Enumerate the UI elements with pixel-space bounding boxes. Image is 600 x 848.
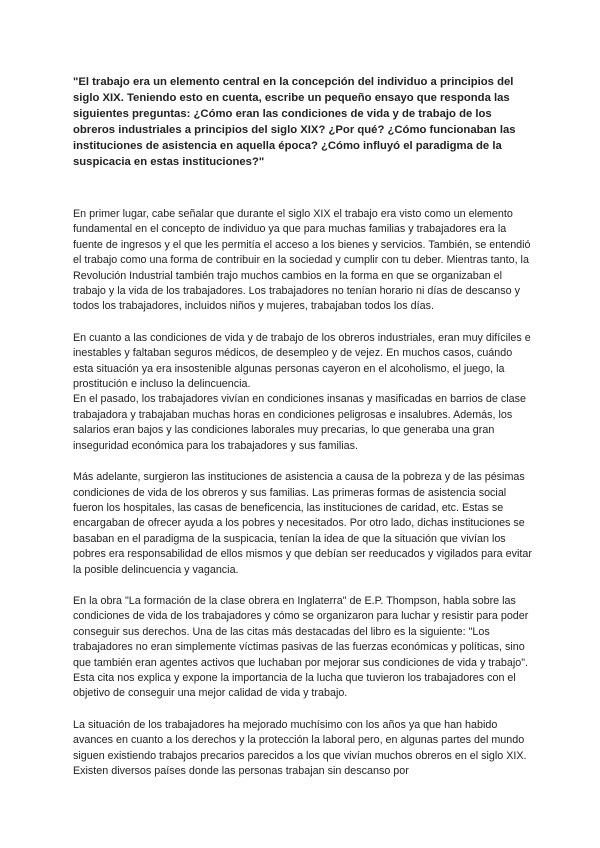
essay-prompt: "El trabajo era un elemento central en la concepción del individuo a principios del siglo XIX. Teniendo esto en cuenta, escribe un pequeño ensayo que responda las siguientes preguntas: ¿Cómo eran las condiciones de vida y de trabajo de los obreros industriales a principios del siglo XIX? ¿Por qué? ¿Cómo funcionaban las instituciones de asistencia en aquella época? ¿Cómo influyó el paradigma de la suspicacia en estas instituciones?" <box>73 76 516 168</box>
paragraph-intro: En primer lugar, cabe señalar que durante el siglo XIX el trabajo era visto como un elemento fundamental en el concepto de individuo ya que para muchas familias y trabajadores era la fuente de ingresos y el que les permitía el acceso a los bienes y servicios. También, se entendió el trabajo como una forma de contribuir en la sociedad y cumplir con tu deber. Mientras tanto, la Revolución Industrial también trajo muchos cambios en la forma en que se organizaban el trabajo y la vida de los trabajadores. Los trabajadores no tenían horario ni días de descanso y todos los trabajadores, incluidos niños y mujeres, trabajaban todos los días. <box>73 208 531 313</box>
paragraph-past: En el pasado, los trabajadores vivían en condiciones insanas y masificadas en barrios de clase trabajadora y trabajaban muchas horas en condiciones peligrosas e insalubres. Además, los salarios eran bajos y las condiciones laborales muy precarias, lo que generaba una gran inseguridad económica para los trabajadores y sus familias. <box>73 393 526 452</box>
paragraph-thompson: En la obra "La formación de la clase obrera en Inglaterra" de E.P. Thompson, habla sobre las condiciones de vida de los trabajadores y cómo se organizaron para luchar y resistir para poder conseguir sus derechos. Una de las citas más destacadas del libro es la siguiente: "Los trabajadores no eran simplemente víctimas pasivas de las fuerzas económicas y políticas, sino que también eran agentes activos que luchaban por mejorar sus condiciones de vida y trabajo". Esta cita nos explica y expone la importancia de la lucha que tuvieron los trabajadores con el objetivo de conseguir una mejor calidad de vida y trabajo. <box>73 594 529 700</box>
paragraph-conditions: En cuanto a las condiciones de vida y de trabajo de los obreros industriales, eran muy difíciles e inestables y faltaban seguros médicos, de desempleo y de vejez. En muchos casos, cuándo esta situación ya era insostenible algunas personas cayeron en el alcoholismo, el juego, la prostitución e incluso la delincuencia. <box>73 331 531 391</box>
paragraph-institutions: Más adelante, surgieron las instituciones de asistencia a causa de la pobreza y de las pésimas condiciones de vida de los obreros y sus familias. Las primeras formas de asistencia social fueron los hospitales, las casas de beneficencia, las instituciones de caridad, etc. Estas se encargaban de ofrecer ayuda a los pobres y necesitados. Por otro lado, dichas instituciones se basaban en el paradigma de la suspicacia, tenían la idea de que la situación que vivían los pobres era responsabilidad de ellos mismos y que debían ser reeducados y vigilados para evitar la posible delincuencia y vagancia. <box>73 471 532 576</box>
document-page <box>73 74 533 795</box>
paragraph-today: La situación de los trabajadores ha mejorado muchísimo con los años ya que han habido avances en cuanto a los derechos y la protección la laboral pero, en algunas partes del mundo siguen existiendo trabajos precarios parecidos a los que vivían muchos obreros en el siglo XIX. Existen diversos países donde las personas trabajan sin descanso por <box>73 718 527 777</box>
